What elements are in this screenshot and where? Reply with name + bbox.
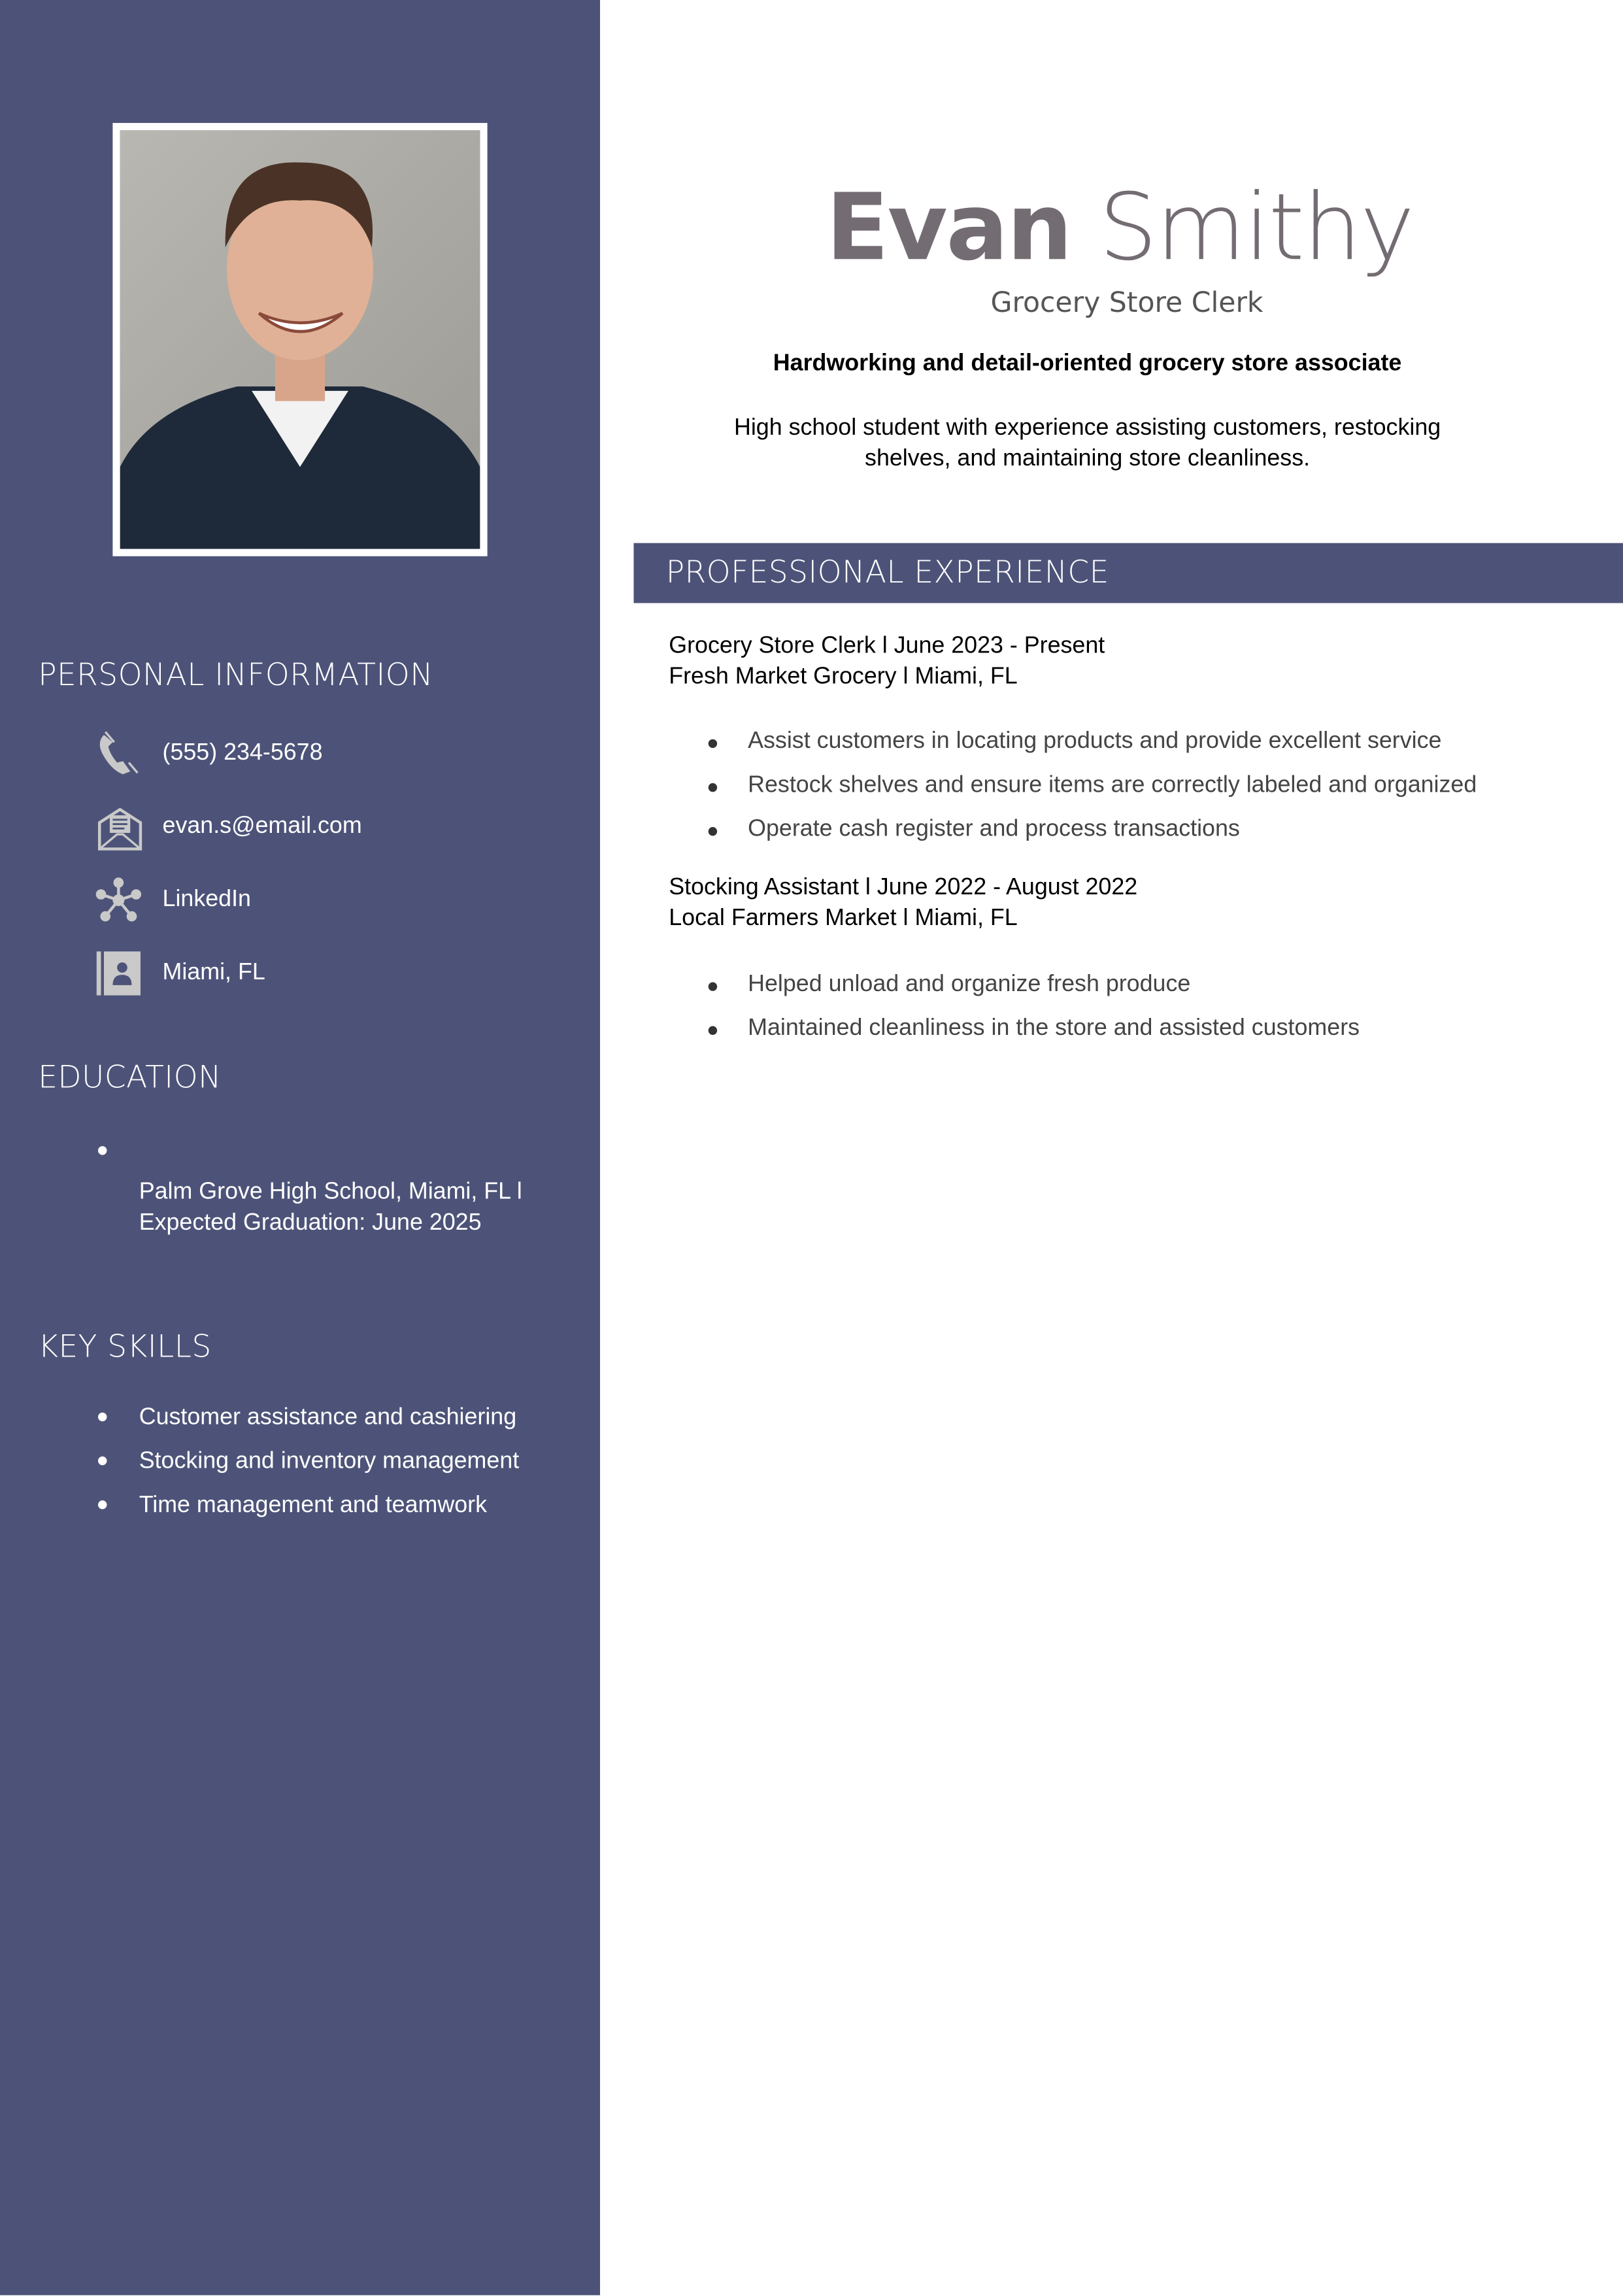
job-bullet: Maintained cleanliness in the store and assisted customers	[748, 1015, 1360, 1041]
envelope-icon	[97, 803, 144, 851]
bullet	[709, 827, 717, 836]
bullet	[98, 1413, 107, 1421]
contact-email[interactable]: evan.s@email.com	[162, 813, 362, 839]
education-school: Palm Grove High School, Miami, FL l	[139, 1179, 522, 1205]
candidate-name	[600, 170, 1596, 287]
summary-line: High school student with experience assisting customers, restocking	[733, 415, 1441, 441]
job-company-line: Local Farmers Market l Miami, FL	[669, 905, 1018, 932]
skill-item: Customer assistance and cashiering	[139, 1405, 517, 1430]
bullet	[709, 1026, 717, 1035]
bullet	[98, 1457, 107, 1465]
personal-information-heading: PERSONAL INFORMATION	[38, 657, 433, 693]
bullet	[98, 1500, 107, 1509]
bullet	[709, 783, 717, 792]
network-icon	[95, 877, 142, 924]
contact-location: Miami, FL	[162, 960, 265, 985]
education-heading: EDUCATION	[38, 1060, 222, 1095]
job-title: Grocery Store Clerk	[990, 286, 1263, 320]
job-bullet: Assist customers in locating products and provide excellent service	[748, 729, 1442, 754]
job-bullet: Restock shelves and ensure items are correctly labeled and organized	[748, 773, 1477, 798]
bullet	[98, 1146, 107, 1155]
contact-card-icon	[95, 950, 142, 997]
job-company-line: Fresh Market Grocery l Miami, FL	[669, 664, 1018, 690]
job-bullet: Helped unload and organize fresh produce	[748, 971, 1191, 997]
profile-photo	[112, 123, 487, 556]
contact-phone: (555) 234-5678	[162, 740, 323, 766]
skill-item: Time management and teamwork	[139, 1493, 487, 1518]
bullet	[709, 982, 717, 990]
summary	[633, 413, 1541, 474]
last-name: Smithy	[1099, 174, 1414, 281]
job-title-line: Grocery Store Clerk l June 2023 - Present	[669, 633, 1105, 659]
phone-icon	[95, 730, 142, 777]
contact-linkedin[interactable]: LinkedIn	[162, 886, 251, 912]
job-bullet: Operate cash register and process transactions	[748, 817, 1240, 842]
bullet	[709, 739, 717, 748]
education-graduation: Expected Graduation: June 2025	[139, 1210, 482, 1236]
first-name: Evan	[826, 174, 1071, 281]
summary-line: shelves, and maintaining store cleanliness.	[865, 446, 1311, 471]
experience-header-bar	[633, 543, 1623, 603]
key-skills-heading: KEY SKILLS	[38, 1329, 212, 1364]
skill-item: Stocking and inventory management	[139, 1449, 520, 1474]
professional-experience-heading: PROFESSIONAL EXPERIENCE	[665, 554, 1109, 590]
tagline: Hardworking and detail-oriented grocery store associate	[773, 351, 1402, 377]
job-title-line: Stocking Assistant l June 2022 - August 2022	[669, 875, 1138, 900]
